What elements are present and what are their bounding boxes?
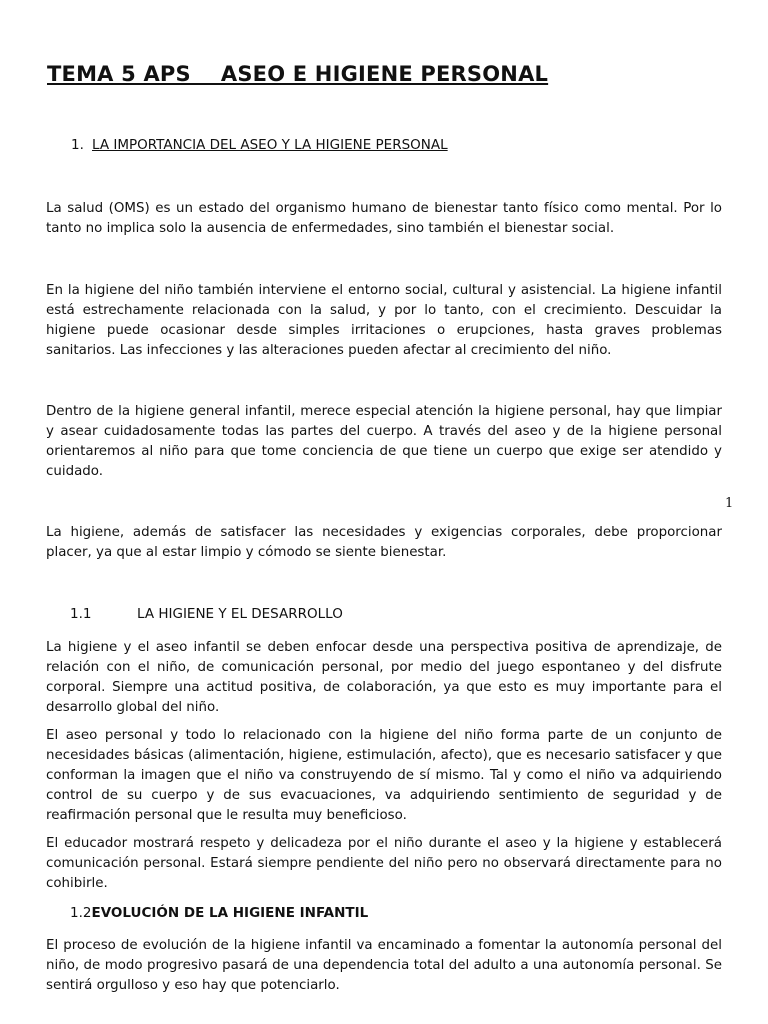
section-1-1-heading [70, 606, 343, 622]
paragraph-evolucion: El proceso de evolución de la higiene infantil va encaminado a fomentar la autonomía personal del niño, de modo progresivo pasará de una dependencia total del adulto a una autonomía personal. Se sentirá orgulloso y eso hay que potenciarlo. [46, 938, 722, 993]
section-1-number: 1. [71, 137, 84, 153]
section-1-1-number: 1.1 [70, 606, 92, 622]
document-title: TEMA 5 APS ASEO E HIGIENE PERSONAL [47, 62, 549, 86]
paragraph-salud: La salud (OMS) es un estado del organismo humano de bienestar tanto físico como mental. Por lo tanto no implica solo la ausencia de enfermedades, sino también el bienestar social. [46, 201, 722, 236]
paragraph-entorno: En la higiene del niño también interviene el entorno social, cultural y asistencial. La higiene infantil está estrechamente relacionada con la salud, y por lo tanto, con el crecimiento. Descuidar la higiene puede ocasionar desde simples irritaciones o erupciones, hasta graves problemas sanitarios. Las infecciones y las alteraciones pueden afectar al crecimiento del niño. [46, 283, 722, 358]
section-1-2-title: EVOLUCIÓN DE LA HIGIENE INFANTIL [91, 905, 369, 921]
paragraph-necesidades: El aseo personal y todo lo relacionado con la higiene del niño forma parte de un conjunto de necesidades básicas (alimentación, higiene, estimulación, afecto), que es necesario satisfacer y que conforman la imagen que el niño va construyendo de sí mismo. Tal y como el niño va adquiriendo control de su cuerpo y de sus evacuaciones, va adquiriendo sentimiento de seguridad y de reafirmación personal que le resulta muy beneficioso. [46, 728, 722, 823]
section-1-title: LA IMPORTANCIA DEL ASEO Y LA HIGIENE PERSONAL [92, 137, 448, 153]
paragraph-placer: La higiene, además de satisfacer las necesidades y exigencias corporales, debe proporcionar placer, ya que al estar limpio y cómodo se siente bienestar. [46, 525, 722, 560]
section-1-heading [71, 137, 448, 153]
section-1-2-heading [70, 905, 368, 921]
section-1-2-number: 1.2 [70, 905, 92, 921]
section-1-1-title: LA HIGIENE Y EL DESARROLLO [137, 606, 343, 622]
paragraph-higiene-personal: Dentro de la higiene general infantil, merece especial atención la higiene personal, hay que limpiar y asear cuidadosamente todas las partes del cuerpo. A través del aseo y de la higiene personal orientaremos al niño para que tome conciencia de que tiene un cuerpo que exige ser atendido y cuidado. [46, 404, 722, 479]
page-number: 1 [725, 496, 734, 511]
paragraph-educador: El educador mostrará respeto y delicadeza por el niño durante el aseo y la higiene y establecerá comunicación personal. Estará siempre pendiente del niño pero no observará directamente para no cohibirle. [46, 836, 722, 891]
paragraph-enfoque: La higiene y el aseo infantil se deben enfocar desde una perspectiva positiva de aprendizaje, de relación con el niño, de comunicación personal, por medio del juego espontaneo y del disfrute corporal. Siempre una actitud positiva, de colaboración, ya que esto es muy importante para el desarrollo global del niño. [46, 640, 722, 715]
